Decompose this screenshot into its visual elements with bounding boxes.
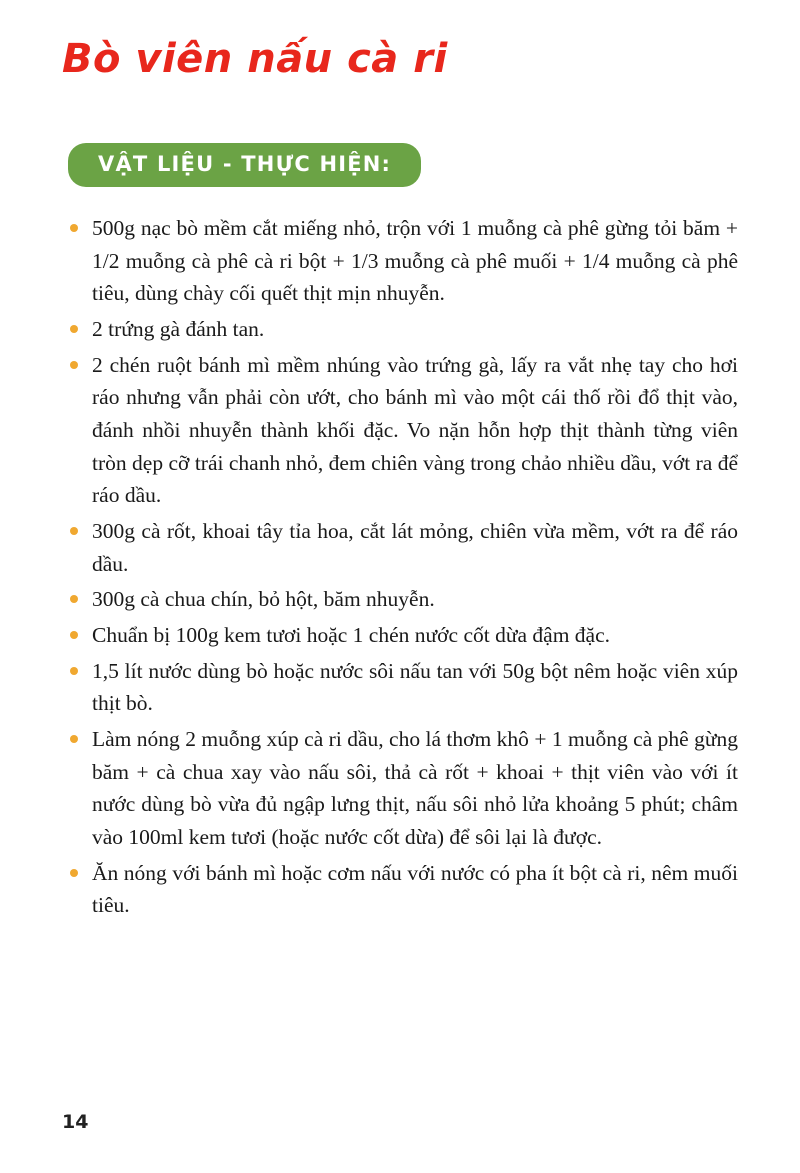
bullet-icon [70,667,78,675]
bullet-icon [70,631,78,639]
bullet-icon [70,224,78,232]
list-item [62,515,738,580]
list-item [62,723,738,854]
section-banner [68,143,421,187]
bullet-icon [70,869,78,877]
bullet-icon [70,527,78,535]
list-item-text: Làm nóng 2 muỗng xúp cà ri dầu, cho lá thơm khô + 1 muỗng cà phê gừng băm + cà chua xay vào nấu sôi, thả cà rốt + khoai + thịt viên vào với ít nước dùng bò vừa đủ ngập lưng thịt, nấu sôi nhỏ lửa khoảng 5 phút; châm vào 100ml kem tươi (hoặc nước cốt dừa) để sôi lại là được. [92,727,738,850]
list-item [62,313,738,346]
page-number: 14 [62,1111,89,1133]
list-item-text: 1,5 lít nước dùng bò hoặc nước sôi nấu tan với 50g bột nêm hoặc viên xúp thịt bò. [92,658,738,716]
list-item-text: 300g cà chua chín, bỏ hột, băm nhuyễn. [92,587,435,612]
list-item-text: 500g nạc bò mềm cắt miếng nhỏ, trộn với 1 muỗng cà phê gừng tỏi băm + 1/2 muỗng cà phê cà ri bột + 1/3 muỗng cà phê muối + 1/4 muỗng cà phê tiêu, dùng chày cối quết thịt mịn nhuyễn. [92,216,738,306]
list-item-text: 2 chén ruột bánh mì mềm nhúng vào trứng gà, lấy ra vắt nhẹ tay cho hơi ráo nhưng vẫn phải còn ướt, cho bánh mì vào một cái thố rồi đổ thịt vào, đánh nhồi nhuyễn thành khối đặc. Vo nặn hỗn hợp thịt thành từng viên tròn dẹp cỡ trái chanh nhỏ, đem chiên vàng trong chảo nhiều dầu, vớt ra để ráo dầu. [92,352,738,508]
list-item-text: Chuẩn bị 100g kem tươi hoặc 1 chén nước cốt dừa đậm đặc. [92,623,611,648]
list-item-text: 2 trứng gà đánh tan. [92,317,265,342]
page-title: Bò viên nấu cà ri [62,36,448,82]
list-item-text: 300g cà rốt, khoai tây tỉa hoa, cắt lát mỏng, chiên vừa mềm, vớt ra để ráo dầu. [92,519,738,576]
bullet-icon [70,361,78,369]
list-item [62,857,738,922]
list-item-text: Ăn nóng với bánh mì hoặc cơm nấu với nước có pha ít bột cà ri, nêm muối tiêu. [92,860,738,918]
list-item [62,212,738,310]
list-item [62,619,738,652]
list-item [62,583,738,616]
instructions-list [62,212,738,925]
bullet-icon [70,735,78,743]
section-banner-label: VẬT LIỆU - THỰC HIỆN: [98,152,392,176]
bullet-icon [70,325,78,333]
bullet-icon [70,595,78,603]
list-item [62,349,738,512]
list-item [62,655,738,720]
